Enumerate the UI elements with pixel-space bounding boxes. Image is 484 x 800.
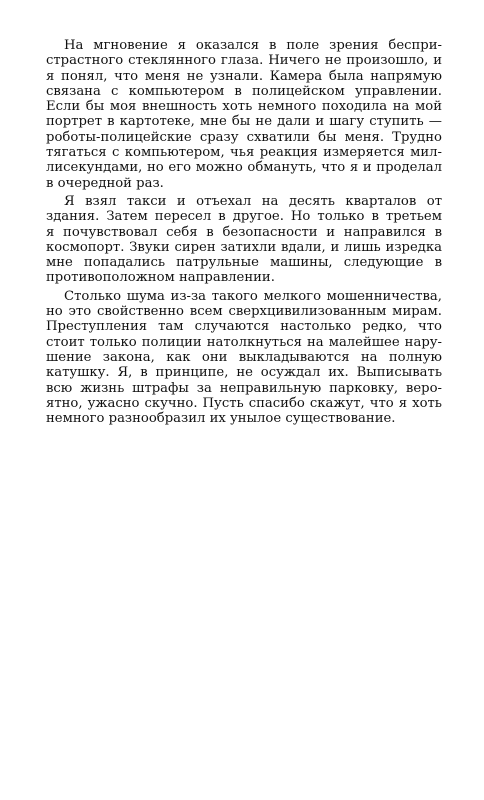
text-line: космопорт. Звуки сирен затихли вдали, и лишь изредка bbox=[46, 239, 442, 255]
text-line: Я взял такси и отъехал на десять кварталов от bbox=[64, 193, 442, 209]
text-line: здания. Затем пересел в другое. Но только в третьем bbox=[46, 209, 442, 225]
text-line: всю жизнь штрафы за неправильную парковку, веро- bbox=[46, 380, 442, 396]
text-line: ятно, ужасно скучно. Пусть спасибо скажут, что я хоть bbox=[46, 395, 442, 411]
text-line: На мгновение я оказался в поле зрения беспри- bbox=[64, 38, 442, 53]
body-text bbox=[46, 38, 442, 426]
text-line: в очередной раз. bbox=[46, 175, 164, 191]
paragraph-1 bbox=[46, 38, 442, 191]
text-line: стоит только полиции натолкнуться на малейшее нару- bbox=[46, 334, 442, 350]
text-line: но это свойственно всем сверхцивилизованным мирам. bbox=[46, 304, 442, 320]
text-line: я понял, что меня не узнали. Камера была напрямую bbox=[46, 68, 442, 84]
text-line: немного разнообразил их унылое существование. bbox=[46, 411, 396, 427]
text-line: Преступления там случаются настолько редко, что bbox=[46, 319, 442, 335]
text-line: портрет в картотеке, мне бы не дали и шагу ступить — bbox=[46, 114, 442, 130]
text-line: я почувствовал себя в безопасности и направился в bbox=[46, 224, 442, 240]
text-line: Если бы моя внешность хоть немного походила на мой bbox=[46, 99, 442, 115]
text-line: катушку. Я, в принципе, не осуждал их. Выписывать bbox=[46, 365, 442, 381]
text-line: связана с компьютером в полицейском управлении. bbox=[46, 83, 442, 99]
paragraph-2 bbox=[46, 194, 442, 286]
paragraph-3 bbox=[46, 289, 442, 427]
text-line: лисекундами, но его можно обмануть, что я и проделал bbox=[46, 160, 442, 176]
text-line: тягаться с компьютером, чья реакция измеряется мил- bbox=[46, 145, 442, 161]
text-line: противоположном направлении. bbox=[46, 270, 275, 286]
text-line: шение закона, как они выкладываются на полную bbox=[46, 349, 442, 365]
text-line: роботы-полицейские сразу схватили бы меня. Трудно bbox=[46, 129, 442, 145]
text-line: страстного стеклянного глаза. Ничего не произошло, и bbox=[46, 53, 442, 69]
text-line: Столько шума из-за такого мелкого мошенничества, bbox=[64, 288, 442, 304]
text-line: мне попадались патрульные машины, следующие в bbox=[46, 255, 442, 271]
